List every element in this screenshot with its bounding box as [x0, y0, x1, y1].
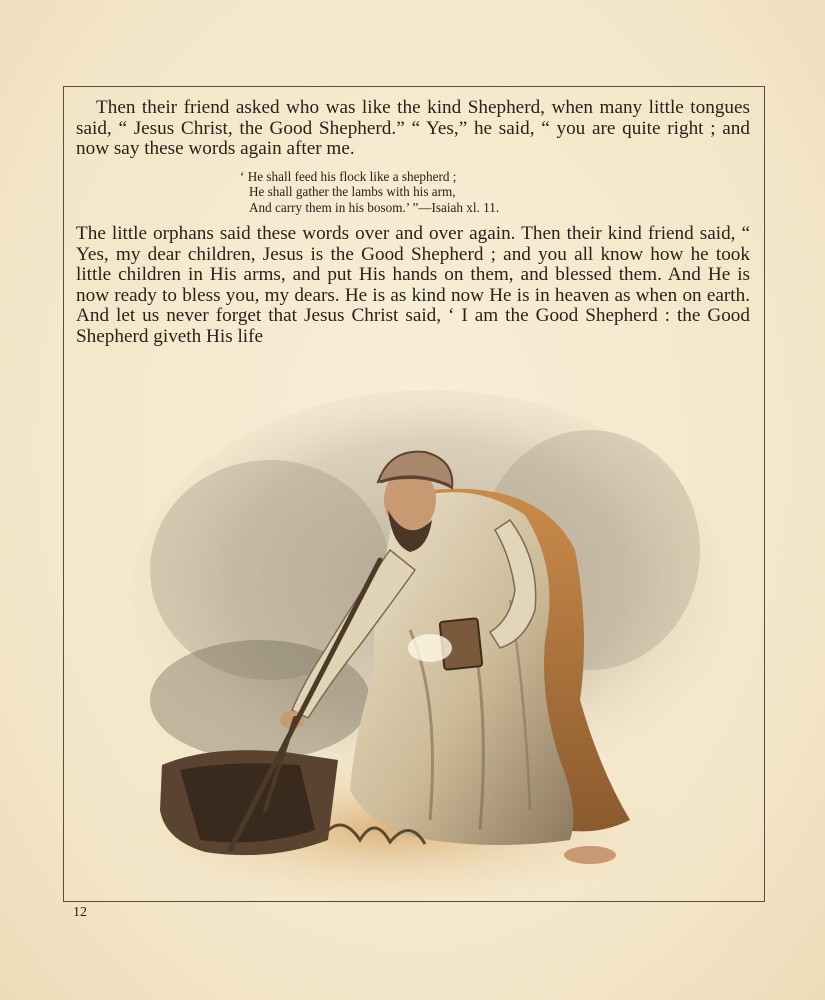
paragraph-main: The little orphans said these words over and over again. Then their kind friend said, “ Yes, my dear children, Jesus is the Good Shepherd ; and you all know how he took little children in His arms, and put His hands on them, and blessed them. And He is now ready to bless you, my dears. He is as kind now He is in heaven as when on earth. And let us never forget that Jesus Christ said, ‘ I am the Good Shepherd : the Good Shepherd giveth His life — [76, 223, 750, 347]
verse-line-1: ‘ He shall feed his flock like a shepherd ; — [240, 168, 457, 184]
scripture-quote — [240, 169, 750, 216]
pit-shadow — [180, 763, 315, 842]
text-block — [76, 98, 750, 347]
paragraph-intro: Then their friend asked who was like the kind Shepherd, when many little tongues said, “ Jesus Christ, the Good Shepherd.” “ Yes,” he said, “ you are quite right ; and now say these words again after me. — [76, 97, 750, 159]
verse-line-2: He shall gather the lambs with his arm, — [249, 184, 456, 199]
light-glow — [408, 634, 452, 662]
shepherd-illustration — [70, 370, 760, 900]
verse-line-3: And carry them in his bosom.’ ”—Isaiah xl. 11. — [249, 199, 500, 215]
foot — [564, 846, 616, 864]
page-number: 12 — [73, 905, 87, 920]
